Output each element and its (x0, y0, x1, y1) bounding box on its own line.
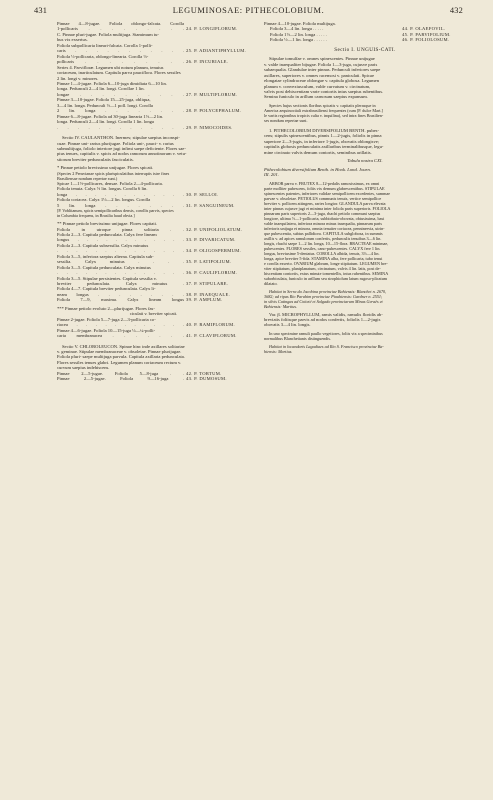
species-name: 32. P. UNIFOLIOLATUM. (186, 226, 243, 232)
text-line: le variis regionibus tropicis culta v. inquilina), sed intra fines Brasilien- (264, 112, 384, 118)
key-entry (57, 125, 250, 130)
text-line: v. valde inaequaliter bijugae. Foliola 1—3-juga, cujusve paris (264, 61, 378, 67)
text-line: Sectio V. CHLOROLEUCON. Spinae hinc inde axillares solitariae (62, 343, 185, 349)
species-name: 31. P. SANGUINEUM. (186, 202, 235, 208)
text-line: Pithecolobium diversifolium Benth. in Hook. Lond. Journ. (264, 166, 371, 172)
key-entry (57, 92, 250, 97)
text-line: viter stipitatum, planiplanatum, circinatum, valvis 4 lin. latis, post de- (264, 265, 381, 271)
text-line: suborbiculata, funiculo in arillum seu strophiolum latum rugoso-plicatum (264, 275, 388, 281)
text-line: dilatato. (264, 280, 278, 286)
text-line: in Columbia frequens, in Brasilia haud obvia.] (57, 213, 135, 219)
text-line: Foliola tenuia. Calyx ½ lin. longus. Corolla 6 lin. (57, 186, 148, 192)
key-entry-text: Foliola 7—9, maxima. Calyx lineam longus (57, 297, 184, 303)
species-name: 28. P. POLYCEPHALUM. (186, 108, 242, 114)
text-line: Pinnae 3—10-jugae. Foliola 15—25-juga, obliqua, (57, 97, 151, 103)
species-name: 46. P. FOLIOLOSUM. (402, 37, 450, 43)
text-line: breviter v. pollicem attingens, raries longior. GLANDULA parva elevata (264, 200, 386, 206)
text-line: Foliola 3—5. Stipulae persistentes. Capitula sessilia v. (57, 275, 157, 281)
species-name: 26. P. INCURIALE. (186, 59, 229, 65)
text-line: elongatae cylindraceae oblongae v. capitula globosa. Legumen (264, 78, 380, 84)
text-line: ARBOR parva v. FRUTEX 8—12-pedalis ramosissimus, ex omni (269, 180, 380, 186)
species-name: 44. P. OLAEFOVIL. (402, 26, 446, 32)
key-entry-text: . . . . . . . . . . . . . (57, 124, 184, 130)
species-name: 35. P. LATIFOLIUM. (186, 259, 232, 265)
text-line: subaequalia. Glandulae inter pinnas. Pedunculi inferiores saepe (264, 67, 381, 73)
text-line: hiscentiam contortis, extus minute tomentellis, intus rubentibus. SEMINA (264, 270, 389, 276)
species-name: 27. P. MULTIFLORUM. (186, 91, 238, 97)
text-line: *** Pinnae petiolo evoluto 2—plurijugae. Flores fas- (57, 305, 155, 311)
text-line: normalibus Blanchetianis distinguendis. (264, 335, 332, 341)
text-line: In uno specimine ramuli paullo vegetiores, foliis vix a speciminibus (269, 330, 383, 336)
key-entry-text: Foliola ½—1 lin. longa . . . . . . (270, 37, 327, 43)
key-entry-text: Foliola 3—4 lin. longa . . . . . (270, 26, 324, 32)
key-entry (57, 237, 250, 242)
text-line: parte molliter pubescens, foliis vix demum glabrescentibus. STIPULAE (264, 185, 385, 191)
text-line: cuae. Pinnae uni- rarius plurijugae. Foliola uni-, pauci- v. rarius (57, 140, 174, 146)
species-name: 29. P. NIMOCOIDES. (186, 124, 233, 130)
text-line: planum v. convexiusculum, valde curvatum v. circinatum, (264, 83, 371, 89)
species-name: 42. P. TORTUM. (186, 370, 222, 376)
text-line: Stipulae tomulfae v. omnes spinescentes. Pinnae unijugae (269, 56, 375, 62)
text-line: inferioris unijuga et minora, omnia tenuiter coriacea, penninervia, utrin- (264, 225, 385, 231)
text-line: longiore, ultima ½—1-pollicaria, subbiobato-obovata, obtusissima, basi (264, 215, 385, 221)
species-name: 36. P. CAULIFLORUM. (186, 270, 238, 276)
key-entry-text: . . . . . . . . . . . . . . (57, 248, 184, 254)
key-entry-text: pollicaris . . . . . . . . . (57, 59, 184, 65)
key-entry-text: Pinnae 2—5-jugae. Foliola 5—8-juga . . (57, 370, 184, 376)
text-line: III. 201. (264, 172, 279, 178)
text-line: 2 lin. longi v. minores. (57, 75, 99, 81)
text-line: [P. Voblitanum, spicis semipollicaribus densis, corollis parvis, species (57, 208, 174, 214)
key-entry-text: 1-pollicaris . . . . . . . . . (57, 26, 184, 32)
right-column (264, 21, 466, 354)
text-line: axillis v. ad apices ramulorum confertis, pedunculis tenuibus 3—6 lin. (264, 235, 382, 241)
text-line: parvae v. obsoletae. PETIOLUS communis tenuis, vertice semipollice (264, 195, 382, 201)
page-number-left: 431 (34, 6, 48, 15)
key-entry-text: breviter pedunculata. Calyx minutus . (57, 281, 184, 287)
text-line: axillares, superiores v. omnes racemosi v. paniculati. Spicae (264, 72, 375, 78)
key-entry-text: longus . . . . . . . . . . . . (57, 237, 184, 243)
species-name: 40. P. RAMIFLORUM. (186, 322, 235, 328)
text-line: que pubescentia, subtus pallidiora. CAPITULA subglobosa, in summis (264, 230, 383, 236)
text-line: Habitat in locandaris Lagadiaes ad Rio S. Francisco provinciae Ba- (269, 343, 384, 349)
species-name: 34. P. OLIGOSPERMUM. (186, 248, 242, 254)
text-line: Spicae 1—1½-pollicares, densae. Foliola 2—4-pollicaria. (57, 180, 163, 186)
key-entry (57, 26, 250, 31)
text-line: ses nondum repertae sunt. (264, 117, 308, 123)
text-line: Pinnae 2-jugae. Foliola 5—7-juga 2—3-pollicaria co- (57, 316, 156, 322)
text-line: v. geminae. Stipulae membranaceae v. obsoletae. Pinnae plurijugae. (57, 349, 182, 355)
text-line: longa. Pedunculi 2—4 lin. longi. Corollae 1 lin. (57, 86, 145, 92)
text-line: * Pinnae petiolo brevissimo unijugae. Flores spicati. (57, 165, 154, 171)
key-entry-text: Foliola 1½—2 lin. longa . . . . . (270, 31, 327, 37)
species-name: 43. P. DUMOSUM. (186, 376, 227, 382)
key-entry-text: caria membranacea . . . . . . . (57, 333, 184, 339)
text-line: Tabula nostra CXI. (347, 158, 383, 164)
text-line: ciculati v. breviter spicati. (129, 311, 178, 317)
text-line: obovatis 3—4 lin. longis. (264, 322, 311, 328)
text-line: bus vix exsertus. (57, 37, 88, 43)
left-column (57, 21, 250, 382)
text-line: breviatis foliisque parvis ad nodos confertis, foliolis 1—2-jugis (264, 316, 381, 322)
text-line: inter pinnas cujusve jugi et minima inter foliola paris superioris. FOLIOLA (264, 205, 391, 211)
text-line: spinescentes patentes, inferiores validae semipollicem excedentes, summae (264, 190, 391, 196)
text-line: longa, apice breviter 5-fida. STAMINA alba, fere pollicaria, tubo tenui (264, 255, 383, 261)
text-line: Brasiliensae nondum repertae sunt.) (57, 175, 118, 181)
text-line: longus, breviusime 5-dentatus. COROLLA albida, tenuis, 3⅓—4 lin. (264, 250, 380, 256)
key-entry (57, 376, 250, 381)
text-line: curvum saepius indehiscens. (57, 365, 110, 371)
key-entry (57, 270, 250, 275)
page-number-right: 432 (449, 6, 463, 15)
text-line: Pinnae 6—8-jugae. Foliola ad 30-juga linearia 1½—2 lin. (57, 113, 164, 119)
text-line: America aequinoctiali extrabrasiliensi frequentes (cum [P. dulce Mart.] (264, 107, 383, 113)
text-line: submultijuga, foliolo interiore jugi infimi saepe deficiente. Flores sae- (57, 145, 186, 151)
running-title: LEGUMINOSAE: PITHECOLOBIUM. (172, 6, 325, 15)
text-line: Flores sessiles tenues glabri. Legumen planum coriaceum rectum v. (57, 359, 182, 365)
key-entry (57, 203, 250, 208)
text-line: 3—4 lin. longa. Pedunculi ½—1 poll. longi. Corolla (57, 102, 153, 108)
text-line: Foliola 3—5. Capitula pedunculata. Calyx minutus (57, 264, 151, 270)
text-line: Foliola 2—3. Capitula pedunculata. Calyx fere lineam (57, 231, 157, 237)
text-line: longa. Pedunculi 2—4 lin. longi. Corolla 1 lin. longa (57, 119, 154, 125)
species-name: 41. P. CLAVIFLORUM. (186, 333, 237, 339)
key-entry (57, 322, 250, 327)
text-line: valde inaequilatera, inferiora minora minus inaequalia, pinnarum paris (264, 220, 383, 226)
key-entry (57, 227, 250, 232)
key-entry-text: caris . . . . . . . . . . . (57, 48, 184, 54)
key-entry-text: Foliola in utroque pinna solitaria . . (57, 226, 184, 232)
text-line: Foliola pluri- saepe multijuga parvula. Capitula axillaria pedunculata. (57, 354, 185, 360)
species-name: 33. P. DIVARICATUM. (186, 237, 236, 243)
key-entry (57, 248, 250, 253)
species-name: 24. P. LONGIFLORUM. (186, 26, 238, 32)
running-header (34, 6, 463, 20)
text-line: Foliola 3—5, inferiora saepius alterna. Capitula sub- (57, 253, 154, 259)
key-entry-text: longae . . . . . . . . . . (57, 91, 184, 97)
text-line: Series 4. Parvifloræ. Legumen ubi notum planum, tenuius (57, 64, 164, 70)
key-entry-text: neam longus . . . . . . . . . (57, 291, 184, 297)
text-line: Pinnae 4—10-jugae. Foliola multijuga. (264, 21, 336, 26)
text-line: superiore 2—3-jugis, in inferiore 1-jugis, obovatis oblongisve; (264, 138, 380, 144)
text-line: valvis post dehiscentiam varie contortis intus saepius rubentibus. (264, 88, 384, 94)
text-line: coriaceum, inarticulatum. Capitula parva pauciflora. Flores sessiles (57, 70, 181, 76)
key-entry (57, 297, 250, 302)
species-name: 38. P. INAEQUALE. (186, 291, 231, 297)
text-line: Species hujus sectionis floribus spicatis v. capitatis plerasque in (269, 102, 376, 108)
text-line: (Species 2 Peruvianae spicis plurispiculatibus interruptis istre fines (57, 170, 170, 176)
key-entry (57, 108, 250, 113)
key-entry (57, 48, 250, 53)
key-entry (57, 192, 250, 197)
species-name: 39. P. AMPLUM. (186, 297, 223, 303)
text-line: Var. β. MICROPHYLLUM, ramis validis, ramulis floridis ab- (269, 311, 383, 317)
text-line: stiorum breviter pedunculatis fasciculatis. (57, 156, 134, 162)
text-line: Bahiensis: Martius. (264, 303, 298, 309)
text-line: Habitat in Serra da Jacobina provinciae Bahiensis: Blanchet n. 2670, (269, 288, 387, 294)
species-name: 37. P. STIPULARE. (186, 281, 229, 287)
text-line: Foliola subpollicaria lineari-falcata. Corolla 1-polli- (57, 42, 153, 48)
key-entry-text: sessilia. Calyx minutus . . . . (57, 259, 184, 265)
text-line: Foliola ⅓-pollicaria, oblongo-linearia. Corolla ⅓- (57, 53, 149, 59)
text-line: ** Pinnae petiolo brevissimo unijugae. Flores capitati. (57, 221, 158, 227)
text-line: Foliola coriacea. Calyx 1⅓—2 lin. longus. Corolla (57, 197, 151, 203)
key-entry (57, 259, 250, 264)
species-name: 25. P. ADIANTIPHYLLUM. (186, 48, 247, 54)
key-entry-text: 2 lin. longa . . . . . . . . (57, 108, 184, 114)
species-name: 30. P. SELLOI. (186, 191, 219, 197)
text-line: pius tenues, capitulis v. spicis ad nodos ramorum annotinorum v. vetu- (57, 151, 187, 157)
text-line: longis, rhachi saepe 1—2 lin. longa, 10—15-flora. BRACTEAE minimae, (264, 240, 389, 246)
key-entry (57, 333, 250, 338)
text-line: mine circinato valvis demum contortis, seminibus arillatis. (264, 149, 372, 155)
key-entry (57, 59, 250, 64)
text-line: Foliola 2—3. Capitula subsessilia. Calyx minutus (57, 242, 149, 248)
species-name: 45. P. PARVIFOLIUM. (402, 31, 451, 37)
section-heading: Sectio I. UNGUIS-CATI. (334, 46, 396, 53)
text-line: in silvis Catingas ad Coiteté et Salgado provinciarum Minas Geraës et (264, 298, 383, 304)
text-line: hiensis: Martius. (264, 348, 293, 354)
text-line: e corolla exserto. OVARIUM glabrum, longe stipitatum. LEGUMEN bre- (264, 260, 388, 266)
text-line: pubescentes. FLORES sessiles, cano-pubescentes. CALYX fere 1 lin. (264, 245, 381, 251)
key-entry-text: 5 lin. longa . . . . . . . . (57, 202, 184, 208)
text-line: C. Pinnae pluri-jugae. Foliola multijuga. Stamimum tu- (57, 31, 159, 37)
text-line: 1. PITHECOLOBIUM DIVERSIFOLIUM BENTH. pubes- (269, 127, 379, 133)
key-entry-text: Pinnae 2—5-jugae. Foliola 9—16-juga . (57, 376, 184, 382)
text-line: capitulis globosis pedunculatis axillaribus terminalibusque, legu- (264, 144, 384, 150)
key-entry (264, 37, 466, 42)
key-entry-text: . . . . . . . . . . . . . . (57, 270, 184, 276)
text-line: cens; stipulis spinescentibus, pinnis 1—2-jugis, foliolis in pinna (264, 133, 382, 139)
text-line: Semina funiculo in arillum carnosum saepius expansum. (264, 94, 368, 100)
text-line: pinnarum paris superioris 2—3-juga, rhachi petiolo communi saepius (264, 210, 381, 216)
key-entry (57, 281, 250, 286)
text-line: 3682; ad ripas Rio Parahim provinciae Piauhiensis: Gardner n. 2551; (264, 293, 383, 299)
text-line: Foliola 4—7. Capitula breviter pedunculata. Calyx li- (57, 286, 156, 292)
key-entry-text: longa . . . . . . . . . . . . (57, 191, 184, 197)
text-line: Pinnae 1—4-jugae. Foliola 6—10-juga dimidiata 6—10 lin. (57, 80, 167, 86)
key-entry-text: Pinnae 4—8-jugae. Foliola oblongo-falcata. Corolla (57, 21, 184, 26)
text-line: Sectio IV. CAULANTHON. Inermes; stipulae saepius inconspi- (62, 135, 180, 141)
key-entry-text: riacea . . . . . . . . . . . . (57, 322, 184, 328)
text-line: Pinnae 4—6-jugae. Foliola 10—15-juga ⅓—¼-polli- (57, 327, 156, 333)
